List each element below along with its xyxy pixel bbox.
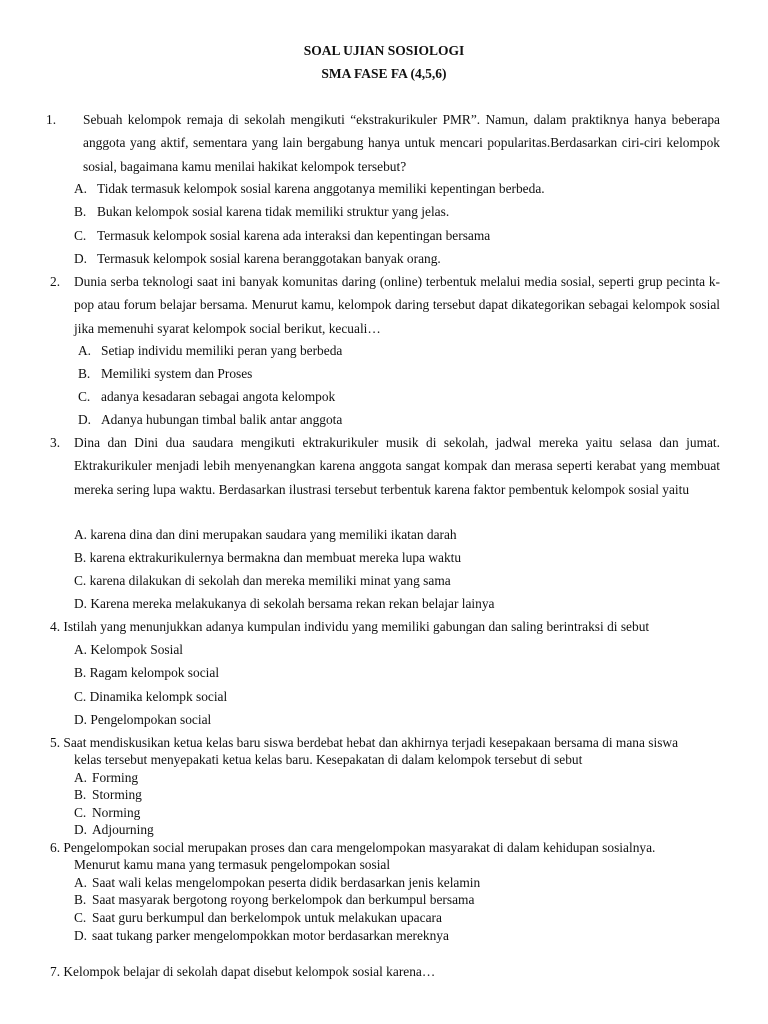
page-title: SOAL UJIAN SOSIOLOGI: [303, 43, 465, 58]
question-text-line-2: kelas tersebut menyepakati ketua kelas baru. Kesepakatan di dalam kelompok tersebut di sebut: [74, 752, 583, 767]
option-b: B. Saat masyarak bergotong royong berkelompok dan berkumpul bersama: [74, 892, 475, 907]
question-text: 7. Kelompok belajar di sekolah dapat disebut kelompok sosial karena…: [50, 964, 436, 979]
question-text-line-1: 6. Pengelompokan social merupakan proses dan cara mengelompokan masyarakat di dalam kehidupan sosialnya.: [50, 840, 656, 855]
option-a: A. Setiap individu memiliki peran yang berbeda: [78, 343, 343, 358]
option-d: D. Pengelompokan social: [74, 712, 212, 727]
question-number: 1.: [46, 112, 57, 127]
option-d: D. Adanya hubungan timbal balik antar anggota: [78, 412, 343, 427]
question-text-line-2: Menurut kamu mana yang termasuk pengelompokan sosial: [74, 857, 391, 872]
page-subtitle: SMA FASE FA (4,5,6): [321, 66, 447, 81]
question-text: 4. Istilah yang menunjukkan adanya kumpulan individu yang memiliki gabungan dan saling berintraksi di sebut: [50, 619, 650, 634]
option-d: D. Karena mereka melakukanya di sekolah bersama rekan rekan belajar lainya: [74, 596, 495, 611]
option-b: B. karena ektrakurikulernya bermakna dan membuat mereka lupa waktu: [74, 550, 462, 565]
question-number: 2.: [50, 274, 61, 289]
option-d: D. Adjourning: [74, 822, 154, 837]
option-a: A. Saat wali kelas mengelompokan peserta didik berdasarkan jenis kelamin: [74, 875, 481, 890]
option-d: D. saat tukang parker mengelompokkan motor berdasarkan mereknya: [74, 928, 449, 943]
question-text: Dina dan Dini dua saudara mengikuti ektrakurikuler musik di sekolah, jadwal mereka yaitu selasa dan jumat. Ektrakurikuler menjadi lebih menyenangkan karena anggota sangat kompak dan merasa seperti kerabat yang membuat mereka sering lupa waktu. Berdasarkan ilustrasi tersebut terbentuk karena faktor pembentuk kelompok sosial yaitu: [74, 435, 720, 497]
option-a: A. Kelompok Sosial: [74, 642, 183, 657]
question-text: Sebuah kelompok remaja di sekolah mengikuti “ekstrakurikuler PMR”. Namun, dalam praktiknya hanya beberapa anggota yang aktif, sementara yang lain bergabung hanya untuk mencari popularitas.Berdasarkan ciri-ciri kelompok sosial, bagaimana kamu menilai hakikat kelompok tersebut?: [83, 112, 720, 174]
option-b: B. Ragam kelompok social: [74, 665, 220, 680]
option-b: B. Memiliki system dan Proses: [78, 366, 253, 381]
option-b: B. Bukan kelompok sosial karena tidak memiliki struktur yang jelas.: [74, 204, 450, 219]
option-c: C. Dinamika kelompk social: [74, 689, 228, 704]
question-text: Dunia serba teknologi saat ini banyak komunitas daring (online) terbentuk melalui media sosial, seperti grup pecinta k-pop atau forum belajar bersama. Menurut kamu, kelompok daring tersebut dapat dikategorikan sebagai kelompok sosial jika memenuhi syarat kelompok social berikut, kecuali…: [74, 274, 720, 336]
option-c: C. adanya kesadaran sebagai angota kelompok: [78, 389, 336, 404]
option-c: C. Norming: [74, 805, 141, 820]
option-a: A. Forming: [74, 770, 139, 785]
option-c: C. Termasuk kelompok sosial karena ada interaksi dan kepentingan bersama: [74, 228, 491, 243]
option-a: A. karena dina dan dini merupakan saudara yang memiliki ikatan darah: [74, 527, 457, 542]
question-number: 3.: [50, 435, 61, 450]
option-c: C. Saat guru berkumpul dan berkelompok untuk melakukan upacara: [74, 910, 442, 925]
option-d: D. Termasuk kelompok sosial karena beranggotakan banyak orang.: [74, 251, 441, 266]
option-b: B. Storming: [74, 787, 142, 802]
option-a: A. Tidak termasuk kelompok sosial karena anggotanya memiliki kepentingan berbeda.: [74, 181, 545, 196]
question-text-line-1: 5. Saat mendiskusikan ketua kelas baru siswa berdebat hebat dan akhirnya terjadi kesepakaan bersama di mana siswa: [50, 735, 679, 750]
option-c: C. karena dilakukan di sekolah dan mereka memiliki minat yang sama: [74, 573, 451, 588]
